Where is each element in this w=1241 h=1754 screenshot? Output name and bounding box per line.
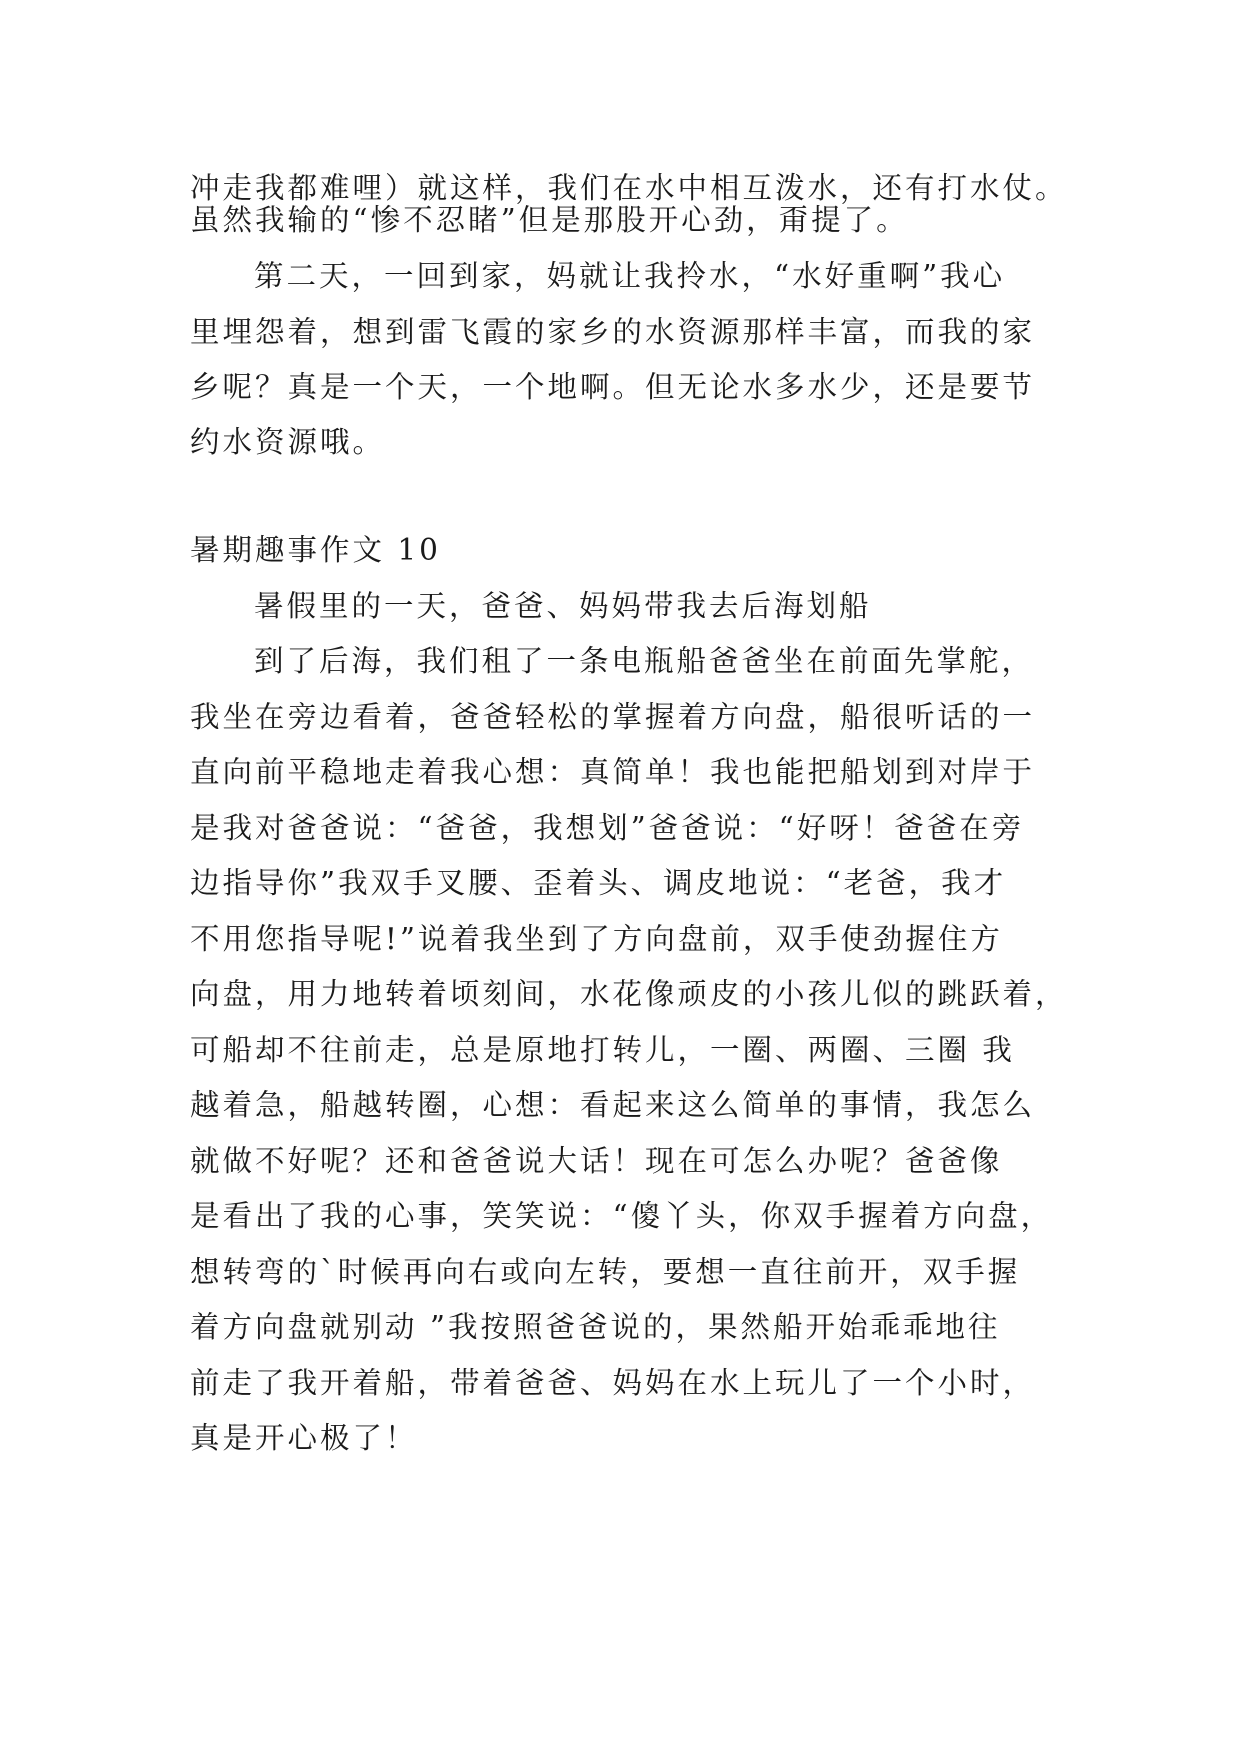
text-line: 我坐在旁边看着，爸爸轻松的掌握着方向盘，船很听话的一	[190, 700, 1036, 734]
text-line: 边指导你”我双手叉腰、歪着头、调皮地说：“老爸，我才	[190, 866, 1007, 900]
text-line: 真是开心极了！	[190, 1421, 418, 1455]
text-line: 就做不好呢？还和爸爸说大话！现在可怎么办呢？爸爸像	[190, 1144, 1003, 1178]
text-line: 是我对爸爸说：“爸爸，我想划”爸爸说：“好呀！爸爸在旁	[190, 811, 1025, 845]
text-line: 想转弯的`时候再向右或向左转，要想一直往前开，双手握	[190, 1255, 1021, 1289]
essay-subtitle: 暑假里的一天，爸爸、妈妈带我去后海划船	[254, 589, 872, 623]
text-line: 冲走我都难哩）就这样，我们在水中相互泼水，还有打水仗。	[190, 171, 1068, 205]
paragraph-first-line: 第二天，一回到家，妈就让我拎水，“水好重啊”我心	[254, 259, 1006, 293]
text-line: 越着急，船越转圈，心想：看起来这么简单的事情，我怎么	[190, 1088, 1036, 1122]
text-line: 着方向盘就别动 ”我按照爸爸说的，果然船开始乖乖地往	[190, 1310, 1001, 1344]
paragraph-first-line: 到了后海，我们租了一条电瓶船爸爸坐在前面先掌舵，	[254, 644, 1035, 678]
essay-heading: 暑期趣事作文 10	[190, 533, 441, 567]
text-line: 虽然我输的“惨不忍睹”但是那股开心劲，甭提了。	[190, 203, 909, 237]
text-line: 前走了我开着船，带着爸爸、妈妈在水上玩儿了一个小时，	[190, 1366, 1036, 1400]
text-line: 向盘，用力地转着顷刻间，水花像顽皮的小孩儿似的跳跃着，	[190, 977, 1068, 1011]
text-line: 约水资源哦。	[190, 425, 386, 459]
text-line: 是看出了我的心事，笑笑说：“傻丫头，你双手握着方向盘，	[190, 1199, 1054, 1233]
text-line: 可船却不往前走，总是原地打转儿，一圈、两圈、三圈 我	[190, 1033, 1015, 1067]
text-line: 乡呢？真是一个天，一个地啊。但无论水多水少，还是要节	[190, 370, 1036, 404]
text-line: 不用您指导呢!”说着我坐到了方向盘前，双手使劲握住方	[190, 922, 1003, 956]
text-line: 里埋怨着，想到雷飞霞的家乡的水资源那样丰富，而我的家	[190, 315, 1036, 349]
text-line: 直向前平稳地走着我心想：真简单！我也能把船划到对岸于	[190, 755, 1036, 789]
